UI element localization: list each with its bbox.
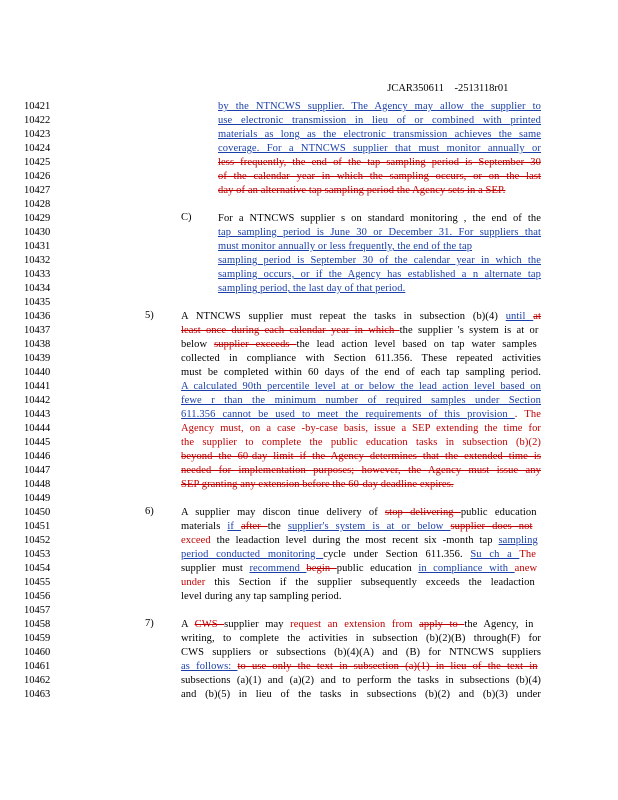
line-text [181, 618, 534, 632]
changed-text: The [519, 549, 537, 560]
inserted-text: 611.356 cannot be used to meet the requirements of this provision [181, 409, 515, 420]
line-number: 10433 [24, 269, 51, 280]
changed-text: Agency must, on a case -by-case basis, issue a SEP extending the time for [181, 423, 542, 434]
document-line [0, 338, 618, 352]
line-text [218, 100, 541, 114]
line-number: 10442 [24, 395, 51, 406]
body-text: level during any tap sampling period. [181, 591, 342, 602]
line-number: 10441 [24, 381, 51, 392]
line-text [218, 156, 541, 170]
item-marker-5: 5) [145, 310, 154, 321]
line-number: 10444 [24, 423, 51, 434]
line-text [181, 352, 541, 366]
line-number: 10435 [24, 297, 51, 308]
line-number: 10456 [24, 591, 51, 602]
line-text [181, 464, 541, 478]
deleted-text: less frequently, the end of the tap sampling period is September 30 [218, 157, 541, 168]
doc-revision: -2513118r01 [454, 83, 509, 94]
inserted-text: materials as long as the electronic transmission achieves the same [218, 129, 542, 140]
line-text [218, 268, 541, 282]
deleted-text: needed for implementation purposes; however, the Agency must issue any [181, 465, 541, 476]
document-line [0, 226, 618, 240]
inserted-text: sampling period, the last day of that period. [218, 283, 406, 294]
document-line [0, 660, 618, 674]
line-number: 10431 [24, 241, 51, 252]
inserted-text: fewe r than the minimum number of required samples under Section [181, 395, 542, 406]
line-number: 10448 [24, 479, 51, 490]
document-line [0, 324, 618, 338]
item-marker-6: 6) [145, 506, 154, 517]
document-line [0, 282, 618, 296]
body-text: materials [181, 521, 228, 532]
line-number: 10425 [24, 157, 51, 168]
inserted-text: period conducted monitoring [181, 549, 324, 560]
document-line [0, 100, 618, 114]
document-line [0, 506, 618, 520]
line-number: 10429 [24, 213, 51, 224]
line-number: 10426 [24, 171, 51, 182]
changed-text: anew [514, 563, 538, 574]
line-text [181, 436, 541, 450]
line-text [181, 394, 541, 408]
inserted-text: sampling occurs, or if the Agency has established a n alternate tap [218, 269, 541, 280]
document-line [0, 352, 618, 366]
body-text: supplier may [224, 619, 291, 630]
line-text [181, 422, 541, 436]
inserted-text: A calculated 90th percentile level at or below the lead action level based on [181, 381, 541, 392]
deleted-text: supplier exceeds [214, 339, 297, 350]
document-line [0, 296, 618, 310]
body-text: the Agency, in [464, 619, 534, 630]
document-line [0, 422, 618, 436]
deleted-text: SEP granting any extension before the 60-day deadline expires. [181, 479, 454, 490]
inserted-text: supplier's system is at or below [287, 521, 451, 532]
item-marker-7: 7) [145, 618, 154, 629]
inserted-text: in compliance with [418, 563, 515, 574]
document-line [0, 618, 618, 632]
document-line [0, 394, 618, 408]
line-number: 10455 [24, 577, 51, 588]
document-line [0, 366, 618, 380]
line-text [181, 646, 541, 660]
line-number: 10452 [24, 535, 51, 546]
document-line [0, 632, 618, 646]
line-text [181, 534, 538, 548]
document-line [0, 436, 618, 450]
line-text [181, 548, 536, 562]
line-number: 10428 [24, 199, 51, 210]
inserted-text: until [505, 311, 534, 322]
document-line [0, 310, 618, 324]
line-text [218, 184, 506, 198]
document-line [0, 562, 618, 576]
body-text: collected in compliance with Section 611.356. These repeated activities [181, 353, 541, 364]
document-line [0, 170, 618, 184]
inserted-text: coverage. For a NTNCWS supplier that must monitor annually or [218, 143, 542, 154]
line-text [181, 590, 342, 604]
document-line [0, 674, 618, 688]
line-number: 10447 [24, 465, 51, 476]
body-text: A supplier may discon tinue delivery of [181, 507, 385, 518]
document-line [0, 548, 618, 562]
document-line [0, 408, 618, 422]
line-number: 10463 [24, 689, 51, 700]
line-number: 10427 [24, 185, 51, 196]
line-text [181, 478, 454, 492]
line-number: 10437 [24, 325, 51, 336]
changed-text: the supplier to complete the public education tasks in subsection (b)(2) [181, 437, 542, 448]
line-number: 10424 [24, 143, 51, 154]
body-text: subsections (a)(1) and (a)(2) and to perform the tasks in subsections (b)(4) [181, 675, 542, 686]
inserted-text: sampling period is September 30 of the calendar year in which the [218, 255, 542, 266]
line-text [218, 212, 541, 226]
document-line [0, 184, 618, 198]
line-number: 10459 [24, 633, 51, 644]
document-line [0, 520, 618, 534]
body-text: writing, to complete the activities in subsection (b)(2)(B) through(F) for [181, 633, 542, 644]
body-text: public education [460, 507, 537, 518]
document-line [0, 114, 618, 128]
line-number: 10436 [24, 311, 51, 322]
changed-text: under [181, 577, 215, 588]
line-number: 10450 [24, 507, 51, 518]
deleted-text: CWS [194, 619, 225, 630]
inserted-text: tap sampling period is June 30 or December 31. For suppliers that [218, 227, 542, 238]
line-number: 10443 [24, 409, 51, 420]
deleted-text: after [241, 521, 268, 532]
line-text [181, 366, 541, 380]
document-line [0, 198, 618, 212]
line-text [181, 310, 541, 324]
line-number: 10458 [24, 619, 51, 630]
line-text [181, 380, 541, 394]
line-number: 10440 [24, 367, 51, 378]
body-text: the leadaction level during the most recent six -month tap [216, 535, 499, 546]
deleted-text: apply to [419, 619, 465, 630]
line-number: 10423 [24, 129, 51, 140]
line-text [218, 170, 541, 184]
document-line [0, 534, 618, 548]
document-line [0, 492, 618, 506]
inserted-text: must monitor annually or less frequently, the end of the tap [218, 241, 473, 252]
inserted-text: Su ch a [470, 549, 520, 560]
line-text [181, 674, 541, 688]
line-number: 10453 [24, 549, 51, 560]
line-number: 10454 [24, 563, 51, 574]
body-text: and (b)(5) in lieu of the tasks in subsections (b)(2) and (b)(3) under [181, 689, 541, 700]
line-text [181, 660, 538, 674]
document-line [0, 380, 618, 394]
line-text [181, 450, 541, 464]
line-text [181, 520, 532, 534]
deleted-text: begin [306, 563, 337, 574]
document-line [0, 478, 618, 492]
line-text [181, 576, 535, 590]
document-line [0, 142, 618, 156]
inserted-text: use electronic transmission in lieu of or combined with printed [218, 115, 541, 126]
body-text: must be completed within 60 days of the end of each tap sampling period. [181, 367, 541, 378]
line-text [218, 128, 541, 142]
line-number: 10430 [24, 227, 51, 238]
deleted-text: to use only the text in subsection (a)(1) in lieu of the text in [237, 661, 538, 672]
changed-text: request an extension from [290, 619, 420, 630]
line-number: 10461 [24, 661, 51, 672]
line-text [218, 114, 541, 128]
line-text [181, 632, 541, 646]
line-text [181, 688, 541, 702]
line-number: 10462 [24, 675, 51, 686]
deleted-text: least once during each calendar year in which [181, 325, 400, 336]
body-text: supplier must [181, 563, 250, 574]
document-line [0, 576, 618, 590]
body-text: A NTNCWS supplier must repeat the tasks in subsection (b)(4) [181, 311, 506, 322]
body-text: the [267, 521, 288, 532]
line-text [181, 408, 541, 422]
inserted-text: recommend [249, 563, 307, 574]
line-text [218, 254, 541, 268]
line-text [218, 240, 472, 254]
changed-text: . The [514, 409, 542, 420]
body-text: For a NTNCWS supplier s on standard monitoring , the end of the [218, 213, 541, 224]
line-text [181, 562, 537, 576]
inserted-text: by the NTNCWS supplier. The Agency may allow the supplier to [218, 101, 542, 112]
document-line [0, 128, 618, 142]
line-number: 10421 [24, 101, 51, 112]
line-number: 10457 [24, 605, 51, 616]
document-header [382, 72, 508, 94]
line-text [218, 226, 541, 240]
body-text: A [181, 619, 195, 630]
document-line [0, 450, 618, 464]
line-text [218, 282, 405, 296]
document-line [0, 156, 618, 170]
line-number: 10438 [24, 339, 51, 350]
deleted-text: beyond the 60-day limit if the Agency determines that the extended time is [181, 451, 542, 462]
line-number: 10451 [24, 521, 51, 532]
document-line [0, 590, 618, 604]
deleted-text: of the calendar year in which the sampling occurs, or on the last [218, 171, 542, 182]
body-text: the supplier 's system is at or [399, 325, 539, 336]
body-text: below [181, 339, 215, 350]
document-line [0, 464, 618, 478]
line-number: 10460 [24, 647, 51, 658]
document-line [0, 268, 618, 282]
inserted-text: sampling [498, 535, 538, 546]
line-number: 10422 [24, 115, 51, 126]
line-number: 10434 [24, 283, 51, 294]
line-text [218, 142, 541, 156]
deleted-text: at [533, 311, 541, 322]
line-number: 10432 [24, 255, 51, 266]
doc-id: JCAR350611 [387, 83, 445, 94]
line-text [181, 338, 537, 352]
inserted-text: as follows: [181, 661, 238, 672]
line-number: 10446 [24, 451, 51, 462]
document-line [0, 240, 618, 254]
document-line [0, 254, 618, 268]
body-text: the lead action level based on tap water samples [296, 339, 537, 350]
deleted-text: supplier does not [450, 521, 533, 532]
document-line [0, 688, 618, 702]
body-text: cycle under Section 611.356. [323, 549, 471, 560]
deleted-text: day of an alternative tap sampling period the Agency sets in a SEP. [218, 185, 506, 196]
document-line [0, 604, 618, 618]
body-text: public education [336, 563, 419, 574]
line-text [181, 324, 538, 338]
body-text: CWS suppliers or subsections (b)(4)(A) and (B) for NTNCWS suppliers [181, 647, 542, 658]
line-text [181, 506, 537, 520]
item-marker-c: C) [181, 212, 192, 223]
line-number: 10449 [24, 493, 51, 504]
body-text: this Section if the supplier subsequently exceeds the leadaction [214, 577, 535, 588]
line-number: 10445 [24, 437, 51, 448]
inserted-text: if [227, 521, 241, 532]
line-number: 10439 [24, 353, 51, 364]
changed-text: exceed [181, 535, 217, 546]
deleted-text: stop delivering [385, 507, 461, 518]
document-line [0, 646, 618, 660]
document-line [0, 212, 618, 226]
